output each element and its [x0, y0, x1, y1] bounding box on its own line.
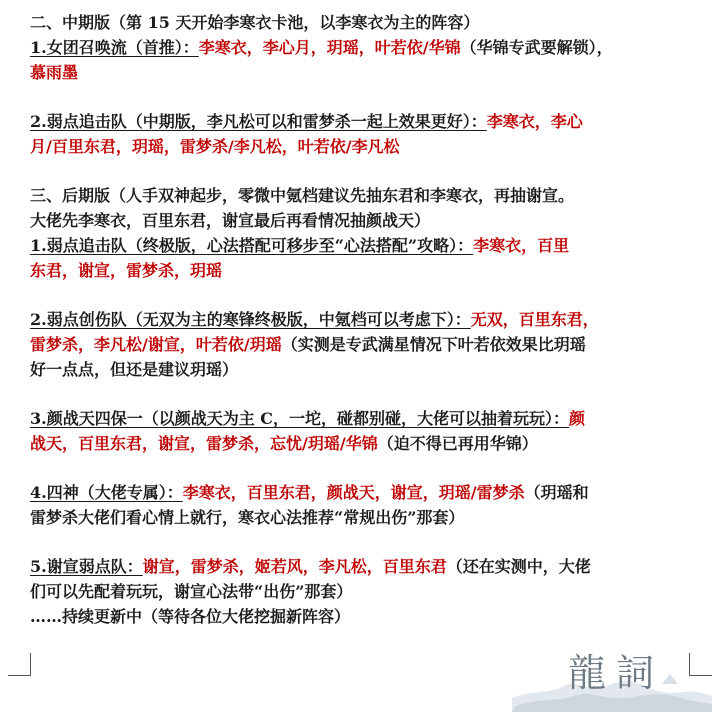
text-line — [30, 35, 698, 60]
text-line — [30, 258, 698, 283]
team-heading-text: 1.女团召唤流（首推）： — [30, 38, 199, 57]
body-text: （实测是专武满星情况下叶若依效果比玥瑶 — [281, 335, 586, 354]
team-heading-text: 2.弱点追击队（中期版，李凡松可以和雷梦杀一起上效果更好）： — [30, 112, 487, 131]
text-line — [30, 10, 698, 35]
team-heading-text: 5.谢宣弱点队： — [30, 557, 143, 576]
body-text: （华锦专武要解锁）， — [460, 38, 613, 57]
body-text: 好一点点，但还是建议玥瑶） — [30, 360, 239, 379]
blank-line — [30, 382, 698, 406]
text-line — [30, 357, 698, 382]
body-text: 雷梦杀大佬们看心情上就行，寒衣心法推荐“常规出伤”那套） — [30, 508, 465, 527]
blank-line — [30, 530, 698, 554]
highlighted-team-text: 李寒衣，李心月，玥瑶，叶若依/华锦 — [198, 38, 461, 57]
body-text: （迫不得已再用华锦） — [377, 434, 538, 453]
blank-line — [30, 85, 698, 109]
text-line — [30, 60, 698, 85]
text-line — [30, 431, 698, 456]
highlighted-team-text: 李寒衣，李心 — [486, 112, 583, 131]
body-text: （玥瑶和 — [524, 483, 589, 502]
team-heading-text: 3.颜战天四保一（以颜战天为主 C，一坨，碰都别碰，大佬可以抽着玩玩）： — [30, 409, 570, 428]
team-heading-text: 2.弱点创伤队（无双为主的寒锋终极版，中氪档可以考虑下）： — [30, 310, 471, 329]
body-text: 们可以先配着玩玩，谢宣心法带“出伤”那套） — [30, 582, 353, 601]
body-text: （还在实测中，大佬 — [446, 557, 591, 576]
blank-line — [30, 159, 698, 183]
blank-line — [30, 456, 698, 480]
body-text: 大佬先李寒衣，百里东君，谢宣最后再看情况抽颜战天） — [30, 211, 431, 230]
highlighted-team-text: 李寒衣，百里东君，颜战天，谢宣，玥瑶/雷梦杀 — [182, 483, 525, 502]
text-line — [30, 480, 698, 505]
highlighted-team-text: 慕雨墨 — [30, 63, 79, 82]
highlighted-team-text: 无双，百里东君， — [470, 310, 599, 329]
text-line — [30, 134, 698, 159]
highlighted-team-text: 李寒衣，百里 — [473, 236, 570, 255]
highlighted-team-text: 颜 — [569, 409, 586, 428]
blank-line — [30, 283, 698, 307]
text-line — [30, 208, 698, 233]
text-line — [30, 406, 698, 431]
document-body — [30, 10, 698, 629]
page-corner-mark-left — [8, 653, 31, 676]
highlighted-team-text: 雷梦杀，李凡松/谢宣，叶若依/玥瑶 — [30, 335, 282, 354]
text-line — [30, 307, 698, 332]
text-line — [30, 505, 698, 530]
highlighted-team-text: 战天，百里东君，谢宣，雷梦杀，忘忧/玥瑶/华锦 — [30, 434, 378, 453]
text-line — [30, 604, 698, 629]
team-heading-text: 1.弱点追击队（终极版，心法搭配可移步至“心法搭配”攻略）： — [30, 236, 474, 255]
watermark-logo — [512, 640, 712, 712]
text-line — [30, 554, 698, 579]
highlighted-team-text: 谢宣，雷梦杀，姬若风，李凡松，百里东君 — [142, 557, 447, 576]
body-text: 二、中期版（第 15 天开始李寒衣卡池，以李寒衣为主的阵容） — [30, 13, 480, 32]
text-line — [30, 183, 698, 208]
team-heading-text: 4.四神（大佬专属）： — [30, 483, 183, 502]
highlighted-team-text: 东君，谢宣，雷梦杀，玥瑶 — [30, 261, 223, 280]
text-line — [30, 233, 698, 258]
watermark-text: 龍詞 — [567, 651, 664, 695]
highlighted-team-text: 月/百里东君，玥瑶，雷梦杀/李凡松，叶若依/李凡松 — [30, 137, 400, 156]
body-text: 三、后期版（人手双神起步，零微中氪档建议先抽东君和李寒衣，再抽谢宣。 — [30, 186, 575, 205]
body-text: ……持续更新中（等待各位大佬挖掘新阵容） — [30, 607, 351, 626]
text-line — [30, 109, 698, 134]
text-line — [30, 332, 698, 357]
text-line — [30, 579, 698, 604]
